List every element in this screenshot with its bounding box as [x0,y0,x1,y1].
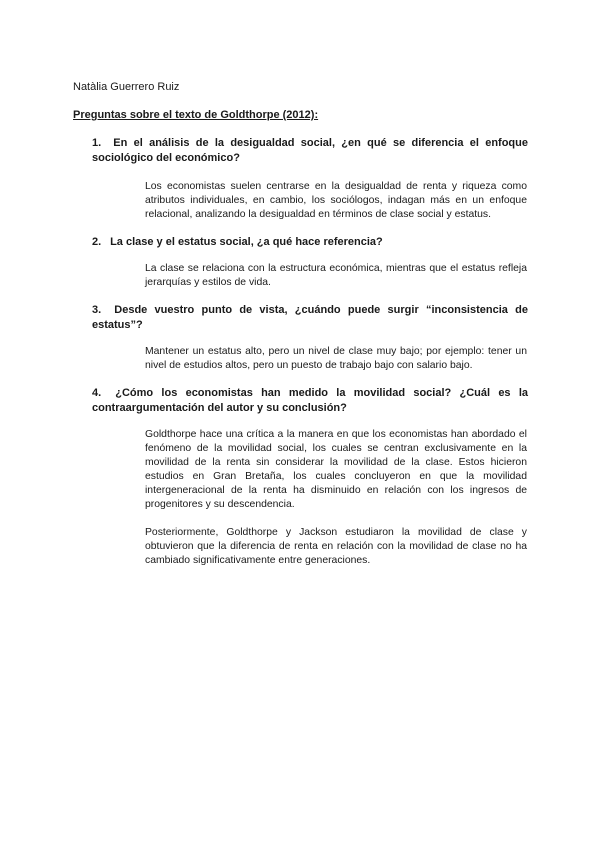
question-text: Desde vuestro punto de vista, ¿cuándo puede surgir “inconsistencia de estatus”? [92,304,528,331]
question-number: 4. [92,387,102,399]
question-number: 2. [92,236,102,248]
document-heading: Preguntas sobre el texto de Goldthorpe (2012): [73,109,319,121]
answer-4-paragraph-1: Goldthorpe hace una crítica a la manera en que los economistas han abordado el fenómeno de la movilidad social, los cuales se centran exclusivamente en la movilidad de la renta sin considerar la movilidad de la clase. Estos hicieron estudios en Gran Bretaña, los cuales concluyeron en que la movilidad intergeneracional de la renta ha disminuido en relación con los ingresos de progenitores y su descendencia. [145,429,527,510]
answer-1: Los economistas suelen centrarse en la desigualdad de renta y riqueza como atributos individuales, en cambio, los sociólogos, indagan más en un enfoque relacional, analizando la desigualdad en términos de clase social y estatus. [145,181,527,220]
question-3 [92,303,528,333]
question-text: En el análisis de la desigualdad social, ¿en qué se diferencia el enfoque sociológico del económico? [92,137,528,164]
question-text: ¿Cómo los economistas han medido la movilidad social? ¿Cuál es la contraargumentación del autor y su conclusión? [92,387,528,414]
question-number: 3. [92,304,102,316]
question-2 [92,235,528,250]
question-4 [92,386,528,416]
answer-4-paragraph-2: Posteriormente, Goldthorpe y Jackson estudiaron la movilidad de clase y obtuvieron que la diferencia de renta en relación con la movilidad de clase no ha cambiado significativamente entre generaciones. [145,527,527,566]
answer-2: La clase se relaciona con la estructura económica, mientras que el estatus refleja jerarquías y estilos de vida. [145,263,527,288]
answer-3: Mantener un estatus alto, pero un nivel de clase muy bajo; por ejemplo: tener un nivel de estudios altos, pero un puesto de trabajo bajo con salario bajo. [145,346,527,371]
author-name: Natàlia Guerrero Ruiz [73,81,180,93]
question-1 [92,136,528,166]
question-text: La clase y el estatus social, ¿a qué hace referencia? [110,236,383,248]
question-number: 1. [92,137,102,149]
